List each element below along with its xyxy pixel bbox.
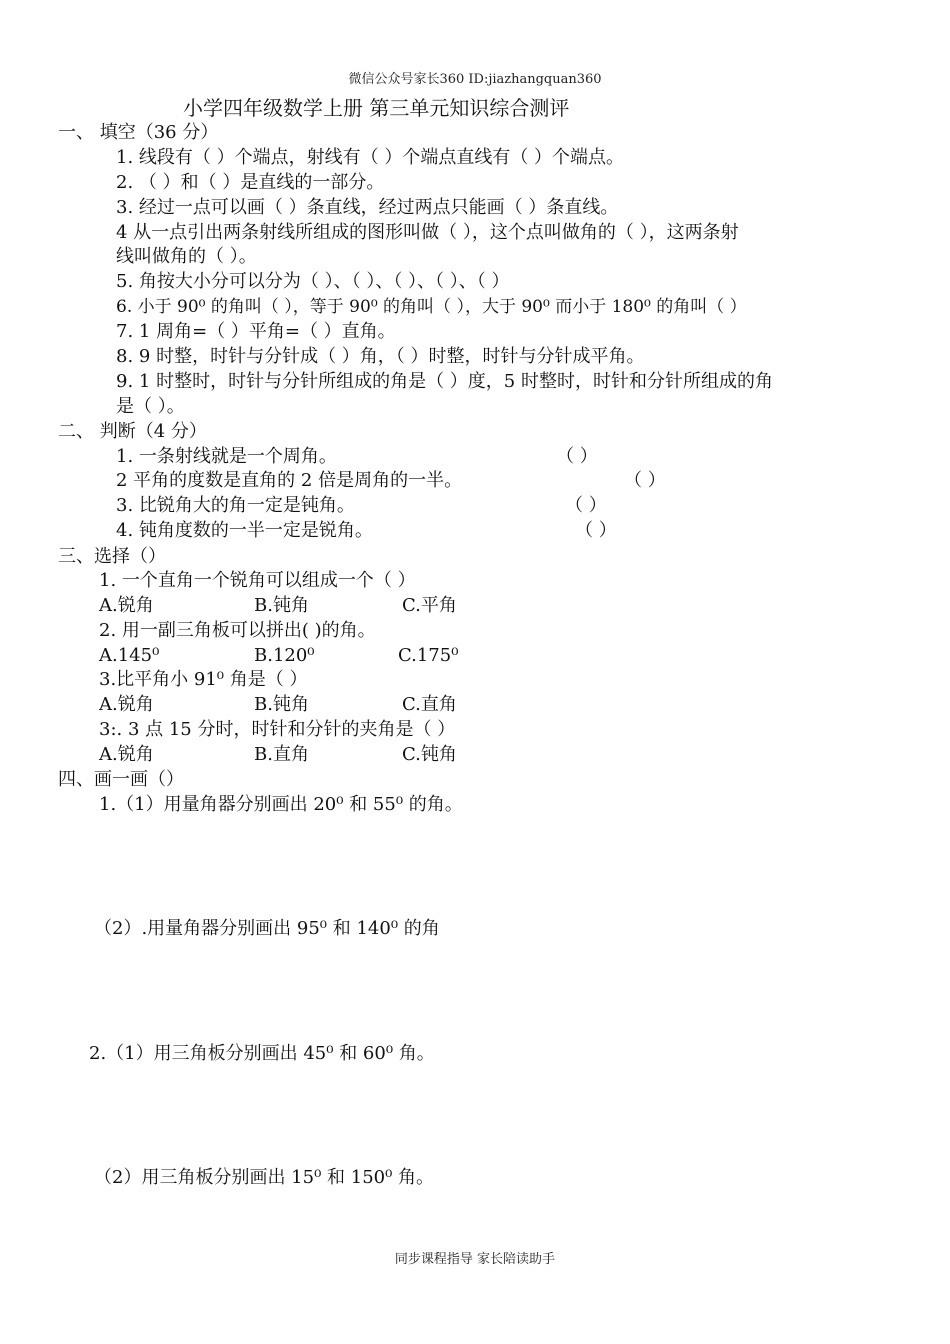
- option-b: B.120⁰: [254, 645, 315, 666]
- option-a: A.锐角: [99, 595, 154, 616]
- choice-question-3: 3.比平角小 91⁰ 角是（ ）: [99, 669, 308, 690]
- fill-item-4-cont: 线叫做角的（ ）。: [116, 246, 257, 267]
- option-c: C.钝角: [402, 744, 457, 765]
- fill-item-5: 5. 角按大小分可以分为（ ）、（ ）、（ ）、（ ）、（ ）: [116, 271, 510, 292]
- option-a: A.锐角: [99, 744, 154, 765]
- option-c: C.直角: [402, 694, 457, 715]
- draw-item-1-1: 1.（1）用量角器分别画出 20⁰ 和 55⁰ 的角。: [99, 794, 463, 815]
- judge-blank-1: （ ）: [556, 446, 598, 467]
- judge-blank-3: （ ）: [565, 495, 607, 516]
- option-c: C.平角: [402, 595, 457, 616]
- choice-question-1: 1. 一个直角一个锐角可以组成一个（ ）: [99, 570, 416, 591]
- fill-item-8: 8. 9 时整，时针与分针成（ ）角，（ ）时整，时针与分针成平角。: [116, 346, 645, 367]
- judge-blank-2: （ ）: [624, 470, 666, 491]
- page-footer: 同步课程指导 家长陪读助手: [394, 1252, 556, 1267]
- draw-item-2-2: （2）用三角板分别画出 15⁰ 和 150⁰ 角。: [94, 1167, 435, 1188]
- option-a: A.锐角: [99, 694, 154, 715]
- option-b: B.直角: [254, 744, 309, 765]
- page-header: 微信公众号家长360 ID:jiazhangquan360: [348, 72, 602, 87]
- draw-item-1-2: （2）.用量角器分别画出 95⁰ 和 140⁰ 的角: [94, 918, 440, 939]
- fill-item-4: 4 从一点引出两条射线所组成的图形叫做（ ），这个点叫做角的（ ），这两条射: [116, 222, 739, 243]
- judge-item-2: 2 平角的度数是直角的 2 倍是周角的一半。: [116, 470, 463, 491]
- option-b: B.钝角: [254, 595, 309, 616]
- fill-item-1: 1. 线段有（ ）个端点，射线有（ ）个端点直线有（ ）个端点。: [116, 147, 625, 168]
- page-title: 小学四年级数学上册 第三单元知识综合测评: [183, 96, 570, 120]
- choice-options-4: [99, 743, 457, 767]
- fill-item-9: 9. 1 时整时，时针与分针所组成的角是（ ）度，5 时整时，时针和分针所组成的角: [116, 371, 773, 392]
- judge-item-4: 4. 钝角度数的一半一定是锐角。: [116, 520, 373, 541]
- judge-item-1: 1. 一条射线就是一个周角。: [116, 446, 337, 467]
- option-b: B.钝角: [254, 694, 309, 715]
- fill-item-9-cont: 是（ ）。: [116, 396, 185, 417]
- section-1-heading: 一、 填空（36 分）: [58, 122, 219, 143]
- fill-item-2: 2. （ ）和（ ）是直线的一部分。: [116, 172, 385, 193]
- section-3-heading: 三、选择（）: [58, 546, 166, 567]
- section-2-heading: 二、 判断（4 分）: [58, 421, 207, 442]
- choice-options-1: [99, 594, 457, 618]
- choice-question-2: 2. 用一副三角板可以拼出( )的角。: [99, 620, 376, 641]
- section-4-heading: 四、画一画（）: [58, 769, 184, 790]
- fill-item-6: 6. 小于 90⁰ 的角叫（ ），等于 90⁰ 的角叫（ ），大于 90⁰ 而小于 180⁰ 的角叫（ ）: [116, 297, 747, 317]
- judge-blank-4: （ ）: [575, 520, 617, 541]
- choice-question-4: 3:. 3 点 15 分时，时针和分针的夹角是（ ）: [99, 719, 456, 740]
- fill-item-3: 3. 经过一点可以画（ ）条直线，经过两点只能画（ ）条直线。: [116, 197, 619, 218]
- option-a: A.145⁰: [99, 645, 160, 666]
- fill-item-7: 7. 1 周角=（ ）平角=（ ）直角。: [116, 321, 396, 342]
- judge-item-3: 3. 比锐角大的角一定是钝角。: [116, 495, 355, 516]
- draw-item-2-1: 2.（1）用三角板分别画出 45⁰ 和 60⁰ 角。: [89, 1043, 435, 1064]
- choice-options-2: [99, 644, 458, 668]
- option-c: C.175⁰: [398, 645, 459, 666]
- choice-options-3: [99, 693, 457, 717]
